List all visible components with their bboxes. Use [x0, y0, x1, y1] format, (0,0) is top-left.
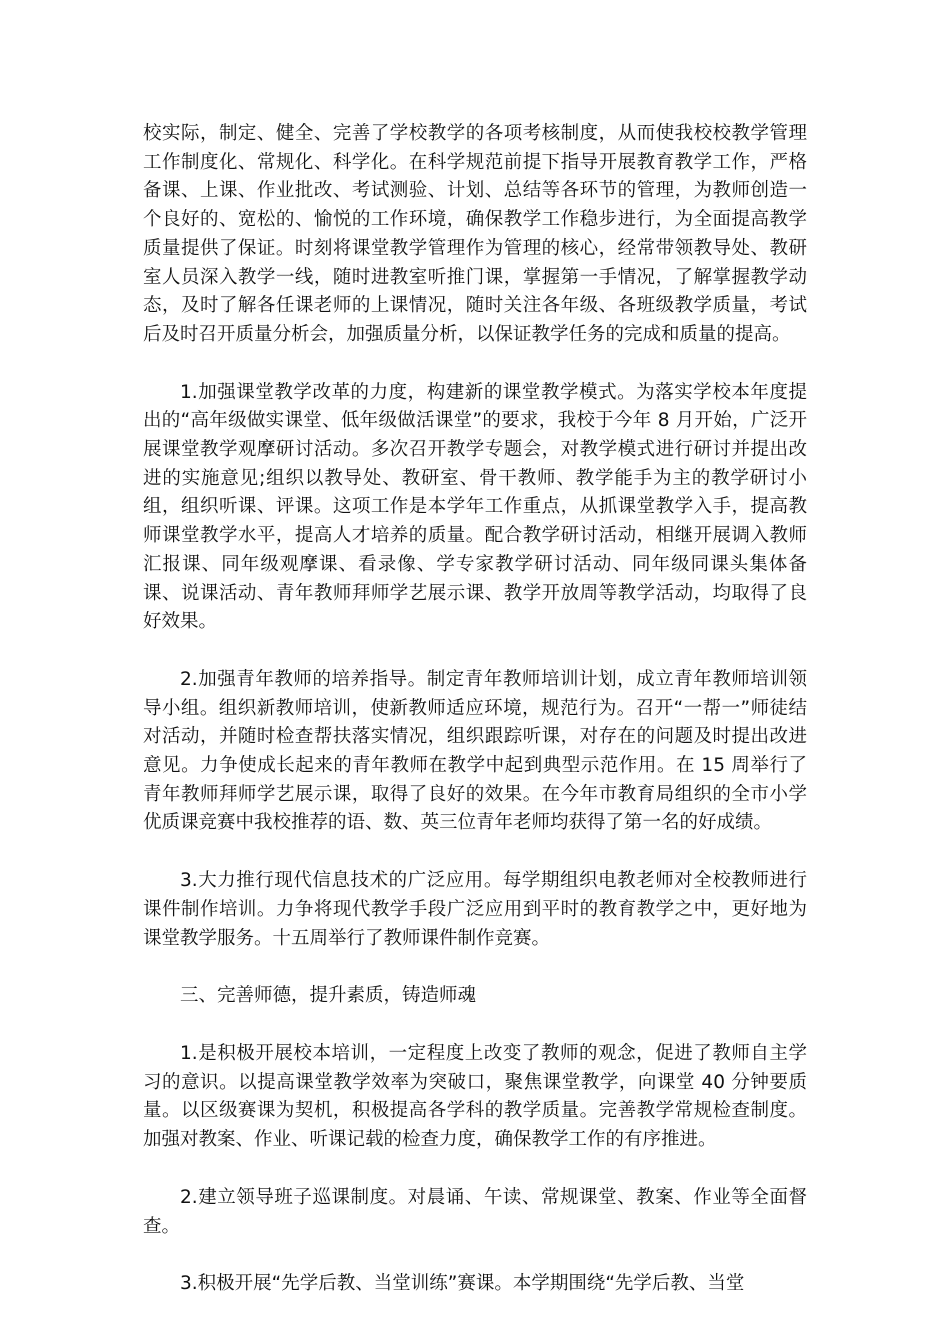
paragraph-leadership-inspection: 2.建立领导班子巡课制度。对晨诵、午读、常规课堂、教案、作业等全面督查。 [143, 1186, 807, 1237]
paragraph-classroom-reform: 1.加强课堂教学改革的力度，构建新的课堂教学模式。为落实学校本年度提出的“高年级做实课堂、低年级做活课堂”的要求，我校于今年 8 月开始，广泛开展课堂教学观摩研讨活动。多次召开教学专题会，对教学模式进行研讨并提出改进的实施意见;组织以教导处、教研室、骨干教师、教学能手为主的教学研讨小组，组织听课、评课。这项工作是本学年工作重点，从抓课堂教学入手，提高教师课堂教学水平，提高人才培养的质量。配合教学研讨活动，相继开展调入教师汇报课、同年级观摩课、看录像、学专家教学研讨活动、同年级同课头集体备课、说课活动、青年教师拜师学艺展示课、教学开放周等教学活动，均取得了良好效果。 [143, 381, 807, 633]
section-heading-teacher-ethics: 三、完善师德，提升素质，铸造师魂 [180, 985, 477, 1007]
document-body [143, 120, 807, 1299]
paragraph-information-technology: 3.大力推行现代信息技术的广泛应用。每学期组织电教老师对全校教师进行课件制作培训。力争将现代教学手段广泛应用到平时的教育教学之中，更好地为课堂教学服务。十五周举行了教师课件制作竞赛。 [143, 870, 807, 949]
paragraph-teaching-management: 校实际，制定、健全、完善了学校教学的各项考核制度，从而使我校校教学管理工作制度化、常规化、科学化。在科学规范前提下指导开展教育教学工作，严格备课、上课、作业批改、考试测验、计划、总结等各环节的管理，为教师创造一个良好的、宽松的、愉悦的工作环境，确保教学工作稳步进行，为全面提高教学质量提供了保证。时刻将课堂教学管理作为管理的核心，经常带领教导处、教研室人员深入教学一线，随时进教室听推门课，掌握第一手情况，了解掌握教学动态，及时了解各任课老师的上课情况，随时关注各年级、各班级教学质量，考试后及时召开质量分析会，加强质量分析，以保证教学任务的完成和质量的提高。 [143, 123, 807, 345]
paragraph-school-training: 1.是积极开展校本培训，一定程度上改变了教师的观念，促进了教师自主学习的意识。以提高课堂教学效率为突破口，聚焦课堂教学，向课堂 40 分钟要质量。以区级赛课为契机，积极提高各学科的教学质量。完善教学常规检查制度。加强对教案、作业、听课记载的检查力度，确保教学工作的有序推进。 [143, 1042, 807, 1151]
paragraph-young-teachers: 2.加强青年教师的培养指导。制定青年教师培训计划，成立青年教师培训领导小组。组织新教师培训，使新教师适应环境，规范行为。召开“一帮一”师徒结对活动，并随时检查帮扶落实情况，组织跟踪听课，对存在的问题及时提出改进意见。力争使成长起来的青年教师在教学中起到典型示范作用。在 15 周举行了青年教师拜师学艺展示课，取得了良好的效果。在今年市教育局组织的全市小学优质课竞赛中我校推荐的语、数、英三位青年老师均获得了第一名的好成绩。 [143, 668, 807, 834]
paragraph-competition: 3.积极开展“先学后教、当堂训练”赛课。本学期围绕“先学后教、当堂 [180, 1273, 745, 1295]
